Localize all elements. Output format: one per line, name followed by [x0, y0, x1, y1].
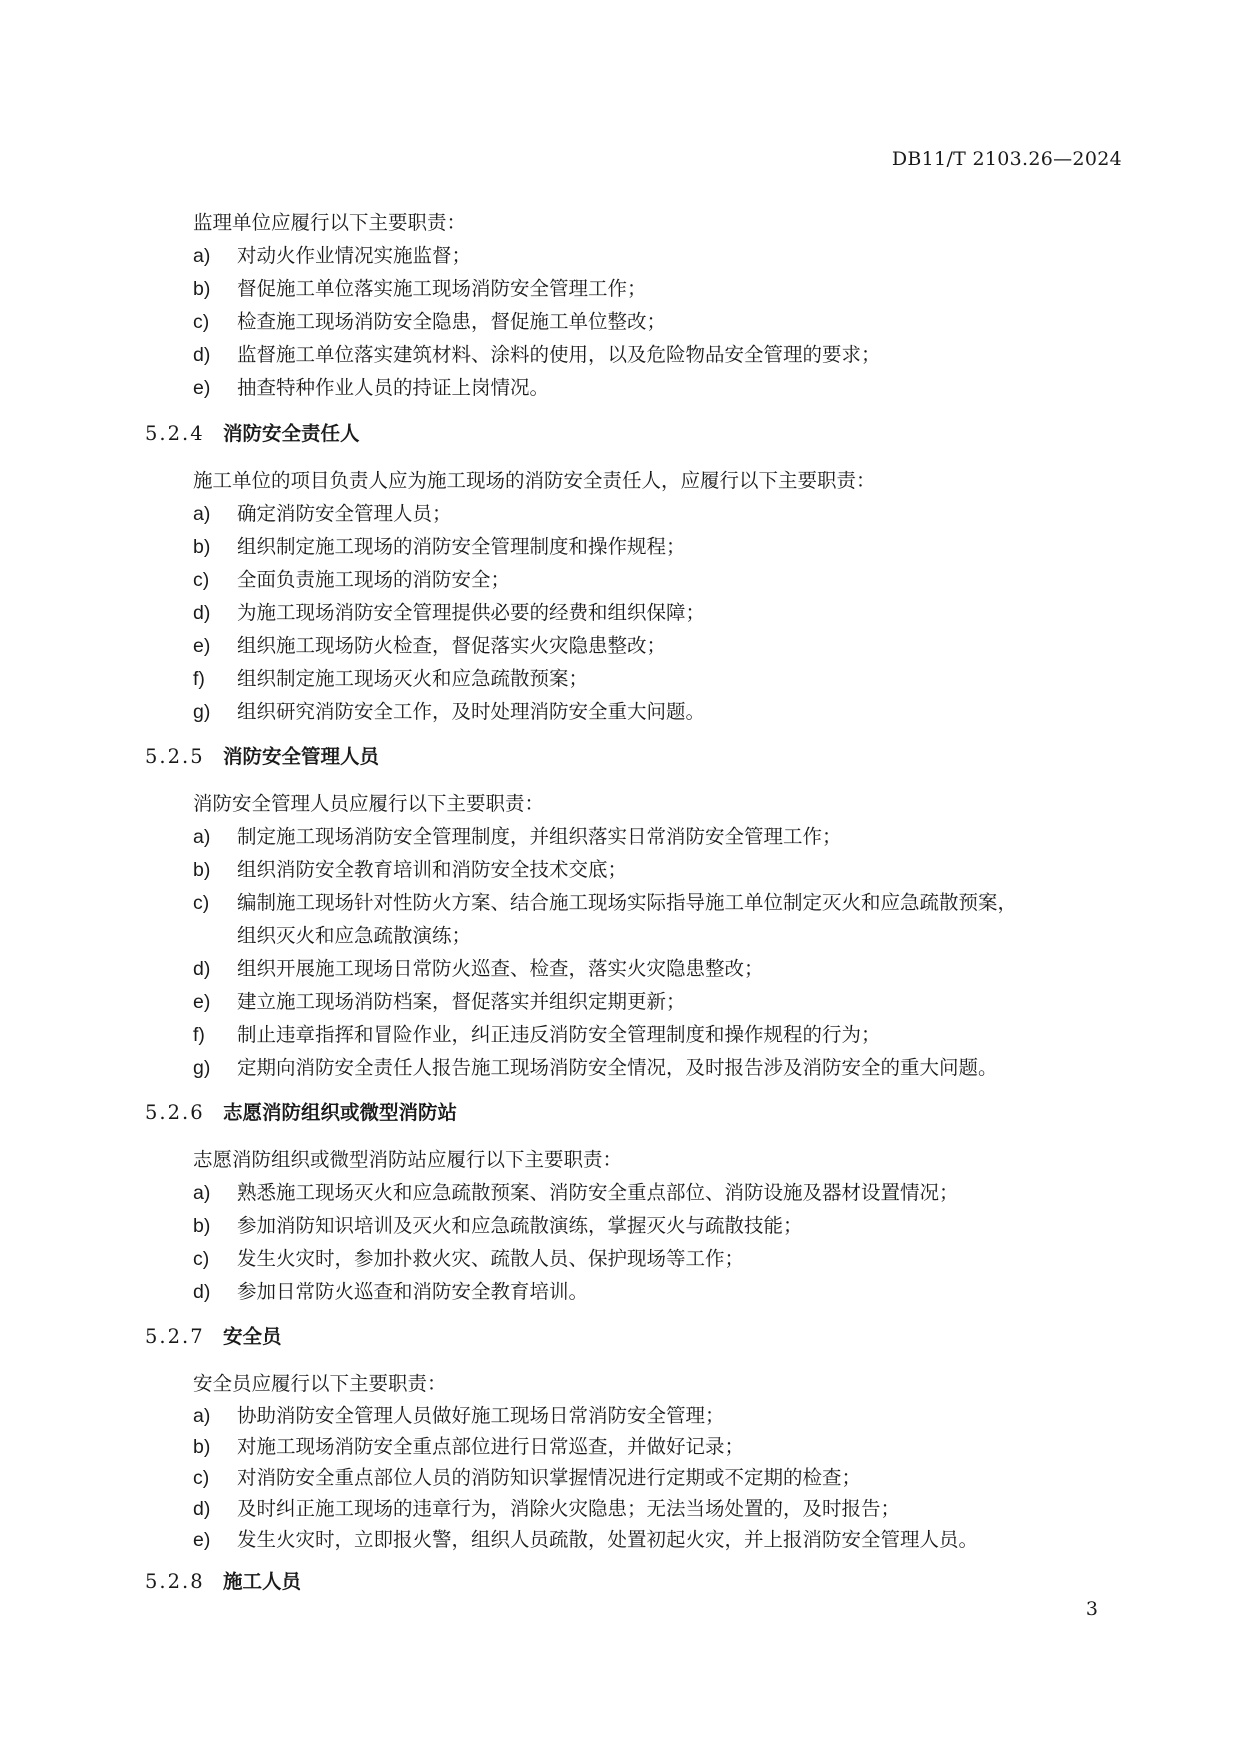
- section-number: 5.2.8: [145, 1570, 205, 1593]
- section-number: 5.2.6: [145, 1101, 205, 1124]
- paragraph-intro: 志愿消防组织或微型消防站应履行以下主要职责：: [193, 1148, 623, 1171]
- list-item: [193, 696, 705, 724]
- list-label: b): [193, 278, 211, 300]
- list-label: e): [193, 377, 211, 399]
- list-item: [193, 339, 881, 367]
- list-label: g): [193, 701, 211, 723]
- list-item: [193, 1052, 998, 1080]
- section-title: 志愿消防组织或微型消防站: [223, 1101, 458, 1124]
- list-item: [193, 663, 588, 691]
- list-item: [193, 498, 452, 526]
- list-text: 确定消防安全管理人员；: [237, 502, 452, 525]
- list-label: b): [193, 536, 211, 558]
- list-label: b): [193, 1436, 211, 1458]
- list-item: [193, 564, 510, 592]
- list-text: 检查施工现场消防安全隐患，督促施工单位整改；: [237, 310, 667, 333]
- section-number: 5.2.4: [145, 422, 205, 445]
- list-text: 制定施工现场消防安全管理制度，并组织落实日常消防安全管理工作；: [237, 825, 842, 848]
- paragraph-intro: 消防安全管理人员应履行以下主要职责：: [193, 792, 545, 815]
- list-label: d): [193, 1281, 211, 1303]
- list-label: f): [193, 668, 205, 690]
- list-text: 发生火灾时，立即报火警，组织人员疏散，处置初起火灾，并上报消防安全管理人员。: [237, 1528, 979, 1551]
- page-number: 3: [1085, 1598, 1098, 1620]
- list-item: [193, 1524, 978, 1552]
- list-label: a): [193, 245, 211, 267]
- list-label: e): [193, 1529, 211, 1551]
- list-text: 组织开展施工现场日常防火巡查、检查，落实火灾隐患整改；: [237, 957, 764, 980]
- section-heading-5-2-8: [145, 1566, 301, 1594]
- list-label: g): [193, 1057, 211, 1079]
- list-text: 建立施工现场消防档案，督促落实并组织定期更新；: [237, 990, 686, 1013]
- list-item: [193, 1019, 881, 1047]
- list-text: 协助消防安全管理人员做好施工现场日常消防安全管理；: [237, 1404, 725, 1427]
- list-item: [193, 1276, 588, 1304]
- list-label: e): [193, 635, 211, 657]
- list-label: d): [193, 1498, 211, 1520]
- list-text: 督促施工单位落实施工现场消防安全管理工作；: [237, 277, 647, 300]
- list-text: 定期向消防安全责任人报告施工现场消防安全情况，及时报告涉及消防安全的重大问题。: [237, 1056, 998, 1079]
- paragraph-intro: 监理单位应履行以下主要职责：: [193, 211, 467, 234]
- list-text: 组织制定施工现场的消防安全管理制度和操作规程；: [237, 535, 686, 558]
- list-text: 对消防安全重点部位人员的消防知识掌握情况进行定期或不定期的检查；: [237, 1466, 862, 1489]
- list-item: [193, 273, 647, 301]
- list-item: [193, 953, 764, 981]
- section-title: 消防安全管理人员: [223, 745, 380, 768]
- list-text: 监督施工单位落实建筑材料、涂料的使用，以及危险物品安全管理的要求；: [237, 343, 881, 366]
- list-text: 对施工现场消防安全重点部位进行日常巡查，并做好记录；: [237, 1435, 745, 1458]
- list-item: [193, 1462, 861, 1490]
- list-item: [193, 854, 627, 882]
- section-number: 5.2.7: [145, 1325, 205, 1348]
- section-title: 施工人员: [223, 1570, 302, 1593]
- paragraph-intro: 安全员应履行以下主要职责：: [193, 1372, 447, 1395]
- section-heading-5-2-7: [145, 1321, 282, 1349]
- list-item: [193, 531, 686, 559]
- list-item: [193, 1243, 744, 1271]
- list-label: c): [193, 1248, 210, 1270]
- list-label: e): [193, 991, 211, 1013]
- list-text: 组织消防安全教育培训和消防安全技术交底；: [237, 858, 628, 881]
- list-text: 熟悉施工现场灭火和应急疏散预案、消防安全重点部位、消防设施及器材设置情况；: [237, 1181, 959, 1204]
- list-text: 组织施工现场防火检查，督促落实火灾隐患整改；: [237, 634, 667, 657]
- list-text: 编制施工现场针对性防火方案、结合施工现场实际指导施工单位制定灭火和应急疏散预案，: [237, 891, 1018, 914]
- list-label: a): [193, 1182, 211, 1204]
- list-label: d): [193, 958, 211, 980]
- list-label: a): [193, 503, 211, 525]
- section-heading-5-2-6: [145, 1097, 457, 1125]
- list-label: c): [193, 569, 210, 591]
- list-label: c): [193, 892, 210, 914]
- list-label: d): [193, 344, 211, 366]
- list-item: [193, 1210, 803, 1238]
- list-label: d): [193, 602, 211, 624]
- paragraph-intro: 施工单位的项目负责人应为施工现场的消防安全责任人，应履行以下主要职责：: [193, 469, 876, 492]
- list-item-continuation: 组织灭火和应急疏散演练；: [237, 924, 472, 947]
- list-item: [193, 1431, 744, 1459]
- list-item: [193, 630, 666, 658]
- section-heading-5-2-5: [145, 741, 379, 769]
- list-text: 及时纠正施工现场的违章行为，消除火灾隐患；无法当场处置的，及时报告；: [237, 1497, 901, 1520]
- list-label: b): [193, 1215, 211, 1237]
- list-item: [193, 1177, 959, 1205]
- list-label: a): [193, 1405, 211, 1427]
- list-label: f): [193, 1024, 205, 1046]
- list-item: [193, 1400, 725, 1428]
- section-title: 消防安全责任人: [223, 422, 360, 445]
- list-text: 为施工现场消防安全管理提供必要的经费和组织保障；: [237, 601, 706, 624]
- list-item: [193, 887, 1017, 915]
- list-text: 组织研究消防安全工作，及时处理消防安全重大问题。: [237, 700, 706, 723]
- list-item: [193, 372, 549, 400]
- list-item: [193, 986, 686, 1014]
- list-label: b): [193, 859, 211, 881]
- list-item: [193, 821, 842, 849]
- list-label: c): [193, 311, 210, 333]
- list-item: [193, 597, 705, 625]
- list-text: 参加日常防火巡查和消防安全教育培训。: [237, 1280, 589, 1303]
- list-item: [193, 1493, 900, 1521]
- list-text: 参加消防知识培训及灭火和应急疏散演练，掌握灭火与疏散技能；: [237, 1214, 803, 1237]
- list-label: c): [193, 1467, 210, 1489]
- list-item: [193, 306, 666, 334]
- list-text: 对动火作业情况实施监督；: [237, 244, 472, 267]
- section-number: 5.2.5: [145, 745, 205, 768]
- document-header: DB11/T 2103.26—2024: [891, 148, 1122, 170]
- list-text: 抽查特种作业人员的持证上岗情况。: [237, 376, 550, 399]
- list-text: 组织制定施工现场灭火和应急疏散预案；: [237, 667, 589, 690]
- list-text: 发生火灾时，参加扑救火灾、疏散人员、保护现场等工作；: [237, 1247, 745, 1270]
- list-text: 全面负责施工现场的消防安全；: [237, 568, 511, 591]
- section-title: 安全员: [223, 1325, 282, 1348]
- list-label: a): [193, 826, 211, 848]
- list-text: 制止违章指挥和冒险作业，纠正违反消防安全管理制度和操作规程的行为；: [237, 1023, 881, 1046]
- section-heading-5-2-4: [145, 418, 360, 446]
- list-item: [193, 240, 471, 268]
